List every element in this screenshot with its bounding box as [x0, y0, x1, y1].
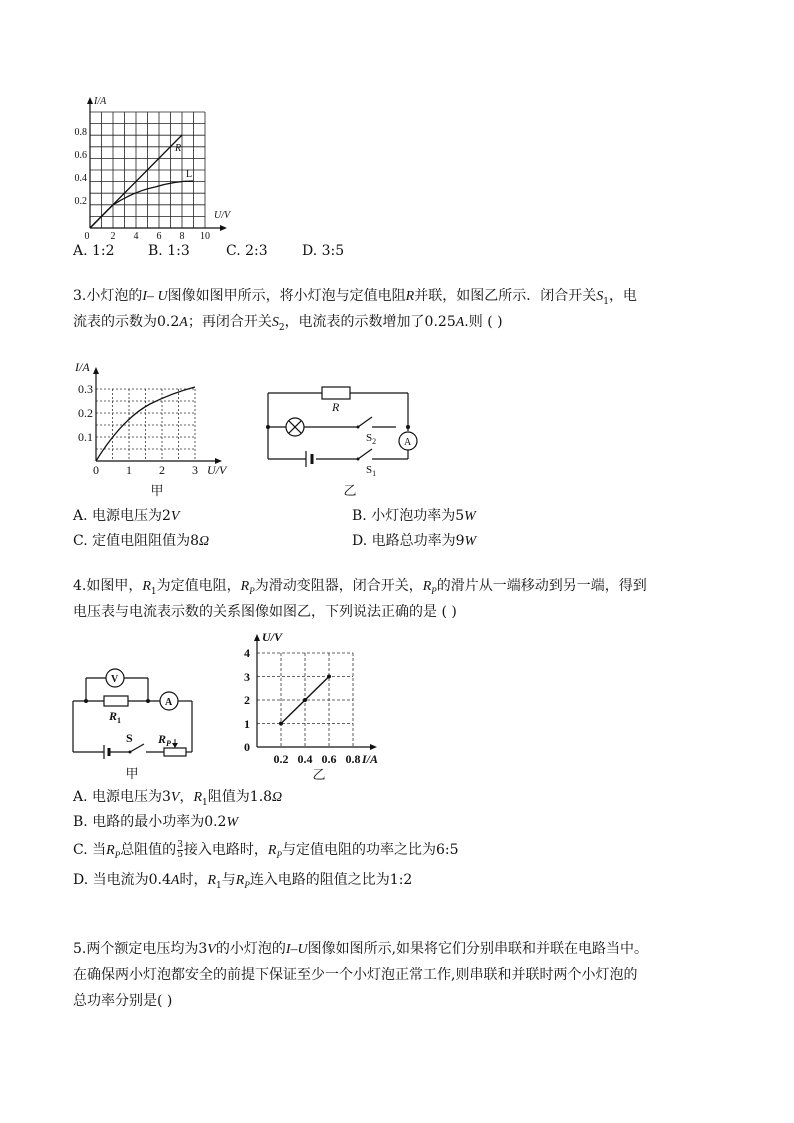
- q4-fraction: $\frac{3}{5}$: [177, 839, 183, 860]
- q5-stem-line1: 5.两个额定电压均为3V的小灯泡的I–U图像如图所示,如果将它们分别串联和并联在电路当中。: [73, 941, 649, 957]
- q2-iu-graph: [65, 93, 265, 242]
- q4-rp-label: $R_P$: [158, 732, 171, 748]
- q4-resistor-r1: [104, 696, 128, 706]
- q3-resistor-r: [322, 387, 350, 399]
- q3-battery: [306, 451, 312, 467]
- q2-y-axis-label: I/A: [94, 96, 107, 107]
- q4-rheostat-slider[interactable]: [172, 743, 178, 748]
- q4-x-tick: 0.8: [345, 752, 361, 766]
- q4-switch[interactable]: [130, 744, 144, 752]
- q4-stem-line2: 电压表与电流表示数的关系图像如图乙，下列说法正确的是 ( ): [73, 604, 457, 620]
- q3-s1-label: $S_1$: [366, 464, 377, 478]
- q2-x-tick: 6: [156, 231, 162, 242]
- q2-option-b[interactable]: B. 1:3: [148, 243, 190, 259]
- q2-y-tick: 0.6: [74, 150, 87, 161]
- q3-option-d[interactable]: D. 电路总功率为9W: [352, 533, 477, 549]
- q4-x-axis-label: I/A: [362, 752, 379, 766]
- q4-ui-graph: [228, 630, 388, 780]
- q4-data-point: [327, 675, 331, 679]
- q3-stem-line2: 流表的示数为0.2A；再闭合开关$S_2$，电流表的示数增加了0.25A.则 ( ): [73, 314, 503, 333]
- q2-option-a[interactable]: A. 1:2: [73, 243, 115, 259]
- q3-circuit: [262, 377, 432, 517]
- q2-y-tick: 0.8: [74, 127, 87, 138]
- q5-stem-line2: 在确保两小灯泡都安全的前提下保证至少一个小灯泡正常工作,则串联和并联时两个小灯泡的: [73, 967, 638, 983]
- q2-curve-l-label: L: [186, 169, 193, 180]
- q4-option-d[interactable]: D. 当电流为0.4A时，$R_1$与$R_P$连入电路的阻值之比为1:2: [73, 872, 413, 891]
- q3-x-tick: 2: [159, 463, 165, 477]
- q2-option-c[interactable]: C. 2:3: [226, 243, 268, 259]
- q4-circuit: [68, 663, 208, 783]
- q3-circuit-caption: 乙: [343, 483, 357, 498]
- q3-x-axis-label: U/V: [207, 463, 227, 477]
- q3-iu-graph: [70, 357, 250, 497]
- q4-y-tick: 1: [244, 717, 250, 731]
- q4-x-tick: 0.2: [273, 752, 289, 766]
- q3-x-tick: 0: [93, 463, 99, 477]
- q4-x-tick: 0.6: [321, 752, 337, 766]
- q3-switch-s2[interactable]: [358, 417, 372, 427]
- q3-switch-s1[interactable]: [358, 449, 372, 459]
- q3-option-c[interactable]: C. 定值电阻阻值为8Ω: [73, 533, 210, 549]
- q4-option-c[interactable]: C. 当$R_P$总阻值的 $\frac{3}{5}$ 接入电路时，$R_P$与定值电阻的功率之比为6:5: [73, 839, 459, 860]
- q4-data-point: [303, 698, 307, 702]
- q4-y-tick: 4: [244, 646, 250, 660]
- q4-y-tick: 0: [244, 740, 250, 754]
- q4-switch-label: S: [126, 731, 133, 745]
- q3-option-a[interactable]: A. 电源电压为2V: [73, 508, 180, 524]
- q4-x-tick: 0.4: [297, 752, 313, 766]
- q2-curve-r-label: R: [175, 143, 182, 154]
- q3-graph-caption: 甲: [150, 483, 164, 498]
- q2-x-tick: 4: [133, 231, 139, 242]
- q4-option-a[interactable]: A. 电源电压为3V，$R_1$阻值为1.8Ω: [73, 789, 283, 808]
- q4-y-axis-label: U/V: [262, 630, 283, 644]
- q4-y-tick: 3: [244, 670, 250, 684]
- q4-circuit-caption: 甲: [125, 766, 139, 781]
- q2-option-d[interactable]: D. 3:5: [302, 243, 345, 259]
- q4-option-b[interactable]: B. 电路的最小功率为0.2W: [73, 814, 239, 830]
- q3-x-tick: 3: [192, 463, 198, 477]
- q4-graph-caption: 乙: [312, 767, 326, 782]
- q3-y-axis-label: I/A: [75, 360, 90, 374]
- q2-x-tick: 2: [110, 231, 116, 242]
- q3-x-tick: 1: [126, 463, 132, 477]
- q3-ammeter-label: A: [404, 437, 412, 448]
- q2-y-tick: 0.2: [74, 196, 87, 207]
- q4-y-tick: 2: [244, 693, 250, 707]
- q4-battery: [104, 745, 109, 759]
- q3-y-tick: 0.1: [78, 430, 93, 444]
- q4-r1-label: $R_1$: [109, 709, 122, 725]
- q3-resistor-label: R: [332, 400, 340, 414]
- q3-y-tick: 0.2: [78, 406, 93, 420]
- q4-voltmeter-label: V: [111, 674, 119, 685]
- q2-y-tick: 0.4: [74, 173, 87, 184]
- q4-data-point: [279, 722, 283, 726]
- q2-x-tick: 0: [84, 231, 90, 242]
- q3-s2-label: $S_2$: [366, 432, 377, 446]
- q2-x-axis-label: U/V: [214, 210, 231, 221]
- q2-x-tick: 10: [200, 231, 210, 242]
- q4-ammeter-label: A: [165, 697, 173, 708]
- q3-y-tick: 0.3: [78, 382, 93, 396]
- q4-rheostat-rp[interactable]: [164, 748, 186, 756]
- q2-x-tick: 8: [179, 231, 185, 242]
- q5-stem-line3: 总功率分别是( ): [73, 993, 173, 1009]
- q3-stem-line1: 3.小灯泡的I– U图像如图甲所示，将小灯泡与定值电阻R并联，如图乙所示．闭合开关$S_1$，电: [73, 288, 637, 307]
- q3-option-b[interactable]: B. 小灯泡功率为5W: [352, 508, 476, 524]
- q4-stem-line1: 4.如图甲，$R_1$为定值电阻，$R_P$为滑动变阻器，闭合开关，$R_P$的滑片从一端移动到另一端，得到: [73, 578, 647, 597]
